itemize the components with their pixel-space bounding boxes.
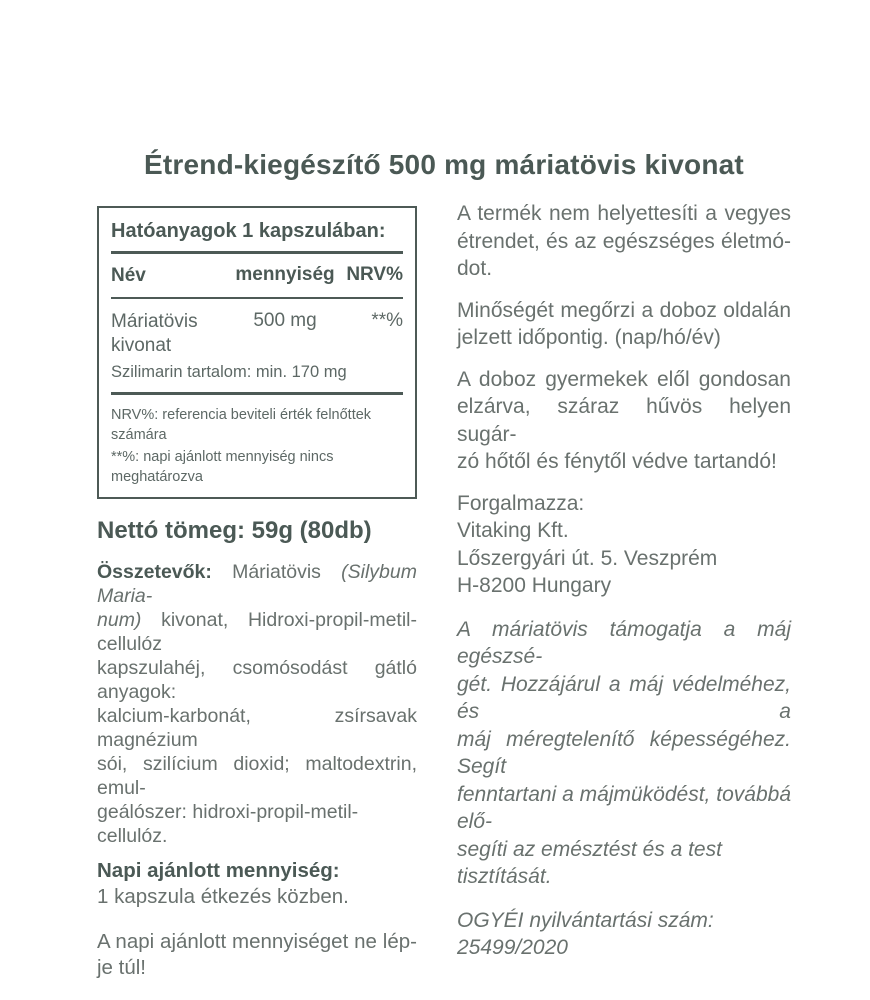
column-header-nrv: NRV% [346, 264, 403, 285]
divider [111, 251, 403, 254]
registration-number: OGYÉI nyilvántartási szám: 25499/2020 [457, 908, 714, 959]
column-header-quantity: mennyiség [235, 264, 335, 285]
supplement-facts-table [97, 206, 417, 499]
ingredients-label: Összetevők: [97, 561, 212, 583]
daily-dose-block [97, 858, 417, 910]
shelf-life-note: Minőségét megőrzi a doboz oldalán jelzett időpontig. (nap/hó/év) [457, 298, 791, 349]
distributor-block [457, 490, 791, 600]
daily-dose-text: 1 kapszula étkezés közben. [97, 885, 349, 908]
latin-name: (Silybum Maria- [97, 561, 417, 607]
divider [111, 297, 403, 299]
footnote-asterisk: **%: napi ajánlott mennyiség nincs meghatározva [111, 449, 334, 485]
right-column [457, 202, 791, 976]
distributor-address: Lőszergyári út. 5. Veszprém [457, 546, 718, 570]
ingredients-line: kalcium-karbonát, zsírsavak magnézium [97, 705, 417, 751]
overdose-warning [97, 929, 417, 981]
ingredient-name-line1: Máriatövis [111, 311, 198, 332]
warning-line: je túl! [97, 956, 146, 979]
distributor-company: Vitaking Kft. [457, 519, 569, 542]
latin-name: num) [97, 609, 142, 631]
facts-header-row [111, 260, 403, 297]
daily-dose-heading: Napi ajánlott mennyiség: [97, 859, 340, 882]
health-claim-paragraph: A máriatövis támogatja a máj egészsé- gét. Hozzájárul a máj védelméhez, és a máj méregtelenítő képességéhez. Segít fenntartani a májmüködést, továbbá elő- segíti az emésztést és a test tisztítását. [457, 617, 791, 888]
ingredients-line: num) kivonat, Hidroxi-propil-metil-cellulóz [97, 609, 417, 655]
net-weight-heading: Nettó tömeg: 59g (80db) [97, 517, 372, 544]
ingredients-line: Összetevők: Máriatövis (Silybum Maria- [97, 561, 417, 607]
warning-line: A napi ajánlott mennyiséget ne lép- [97, 930, 417, 953]
ingredient-name-cell [111, 310, 229, 358]
ingredient-name-line2: kivonat [111, 335, 172, 356]
storage-warning: A doboz gyermekek elől gondosan elzárva, száraz hűvös helyen sugár- zó hőtől és fénytől védve tartandó! [457, 367, 791, 473]
silymarin-content-note: Szilimarin tartalom: min. 170 mg [111, 363, 347, 381]
product-title: Étrend-kiegészítő 500 mg máriatövis kivonat [144, 149, 744, 180]
distributor-label: Forgalmazza: [457, 491, 585, 515]
ingredient-quantity-cell: 500 mg [253, 310, 317, 331]
ingredients-line: geálószer: hidroxi-propil-metil-cellulóz. [97, 801, 359, 847]
ingredient-nrv-cell: **% [371, 310, 403, 331]
facts-data-row [111, 305, 403, 360]
two-column-layout [97, 202, 791, 994]
left-column [97, 206, 417, 994]
distributor-country: H-8200 Hungary [457, 574, 612, 597]
ingredients-line: kapszulahéj, csomósodást gátló anyagok: [97, 657, 417, 703]
ingredients-line: sói, szilícium dioxid; maltodextrin, emul- [97, 753, 417, 799]
column-header-name: Név [111, 265, 146, 286]
footnote-nrv: NRV%: referencia beviteli érték felnőttek számára [111, 407, 372, 443]
varied-diet-disclaimer: A termék nem helyettesíti a vegyes étrendet, és az egészséges életmó- dot. [457, 202, 791, 280]
ingredients-paragraph [97, 560, 417, 848]
divider [111, 392, 403, 395]
facts-caption: Hatóanyagok 1 kapszulában: [111, 220, 386, 242]
